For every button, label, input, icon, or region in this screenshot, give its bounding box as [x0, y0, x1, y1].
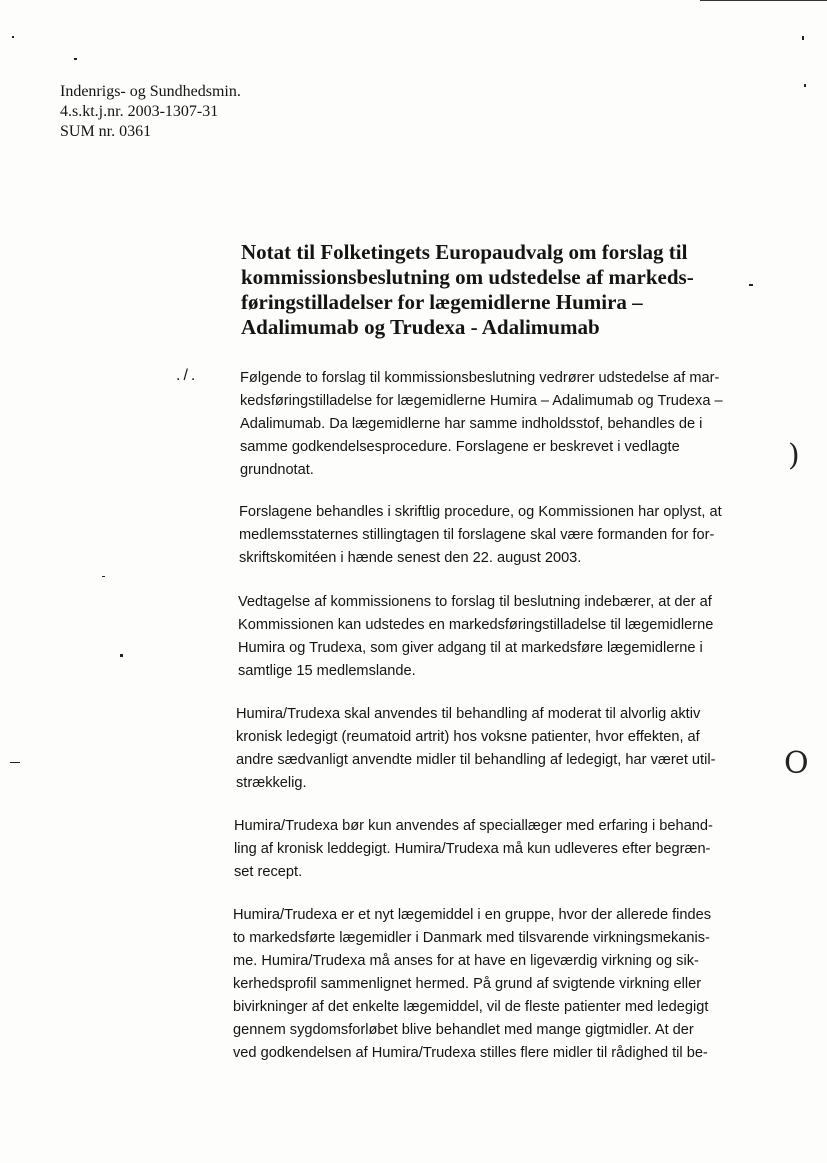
text-line: strækkelig.: [236, 775, 307, 791]
scan-speck: [804, 84, 806, 87]
sender-ministry: Indenrigs- og Sundhedsmin.: [60, 83, 241, 100]
scan-speck: [12, 36, 14, 38]
sender-block: [60, 82, 241, 142]
text-line: ling af kronisk leddegigt. Humira/Trudexa må kun udleveres efter begræn-: [234, 841, 711, 857]
text-line: kronisk ledegigt (reumatoid artrit) hos voksne patienter, hvor effekten, af: [236, 729, 700, 745]
text-line: bivirkninger af det enkelte lægemiddel, vil de fleste patienter med ledegigt: [233, 999, 709, 1015]
text-line: Følgende to forslag til kommissionsbeslutning vedrører udstedelse af mar-: [240, 370, 720, 386]
text-line: set recept.: [234, 864, 303, 880]
text-line: Humira og Trudexa, som giver adgang til at markedsføre lægemidlerne i: [238, 640, 703, 656]
text-line: Kommissionen kan udstedes en markedsføringstilladelse til lægemidlerne: [238, 617, 714, 633]
text-line: samtlige 15 medlemslande.: [238, 663, 416, 679]
paragraph-3: [238, 591, 713, 683]
text-line: andre sædvanligt anvendte midler til behandling af ledegigt, har været util-: [236, 752, 716, 768]
title-line: Adalimumab og Trudexa - Adalimumab: [241, 315, 600, 339]
text-line: Humira/Trudexa bør kun anvendes af speciallæger med erfaring i behand-: [234, 818, 713, 834]
text-line: me. Humira/Trudexa må anses for at have en ligeværdig virkning og sik-: [233, 953, 699, 969]
scan-speck: [120, 654, 123, 657]
punch-hole-mark: ): [788, 438, 800, 473]
paragraph-1: [240, 367, 723, 482]
annex-mark: ./.: [176, 367, 199, 384]
scan-edge-line: [700, 0, 827, 1]
text-line: medlemsstaternes stillingtagen til forslagene skal være formanden for for-: [239, 527, 715, 543]
text-line: Forslagene behandles i skriftlig procedure, og Kommissionen har oplyst, at: [239, 504, 722, 520]
text-line: Adalimumab. Da lægemidlerne har samme indholdsstof, behandles de i: [240, 416, 703, 432]
text-line: Humira/Trudexa er et nyt lægemiddel i en gruppe, hvor der allerede findes: [233, 907, 712, 923]
scan-speck: [102, 576, 105, 577]
text-line: kerhedsprofil sammenlignet hermed. På grund af svigtende virkning eller: [233, 976, 702, 992]
sender-case-number: 4.s.kt.j.nr. 2003-1307-31: [60, 103, 219, 120]
punch-hole-mark: O: [784, 746, 809, 781]
text-line: grundnotat.: [240, 462, 314, 478]
paragraph-2: [239, 501, 722, 570]
title-line: føringstilladelser for lægemidlerne Humira –: [241, 290, 643, 314]
paragraph-4: [236, 703, 715, 795]
sender-sum-number: SUM nr. 0361: [60, 123, 152, 140]
text-line: samme godkendelsesprocedure. Forslagene er beskrevet i vedlagte: [240, 439, 680, 455]
scan-speck: [74, 58, 77, 60]
scan-speck: [10, 762, 20, 763]
text-line: ved godkendelsen af Humira/Trudexa stilles flere midler til rådighed til be-: [233, 1045, 708, 1061]
title-line: kommissionsbeslutning om udstedelse af markeds-: [241, 265, 694, 289]
text-line: to markedsførte lægemidler i Danmark med tilsvarende virkningsmekanis-: [233, 930, 710, 946]
paragraph-5: [234, 815, 713, 884]
title-line: Notat til Folketingets Europaudvalg om forslag til: [241, 240, 688, 264]
text-line: gennem sygdomsforløbet blive behandlet med mange gigtmidler. At der: [233, 1022, 694, 1038]
scan-speck: [749, 284, 753, 286]
scan-speck: [802, 36, 804, 40]
text-line: Humira/Trudexa skal anvendes til behandling af moderat til alvorlig aktiv: [236, 706, 701, 722]
text-line: skriftskomitéen i hænde senest den 22. august 2003.: [239, 550, 582, 566]
document-title: [241, 240, 761, 340]
text-line: Vedtagelse af kommissionens to forslag til beslutning indebærer, at der af: [238, 594, 712, 610]
text-line: kedsføringstilladelse for lægemidlerne Humira – Adalimumab og Trudexa –: [240, 393, 723, 409]
paragraph-6: [233, 904, 711, 1065]
